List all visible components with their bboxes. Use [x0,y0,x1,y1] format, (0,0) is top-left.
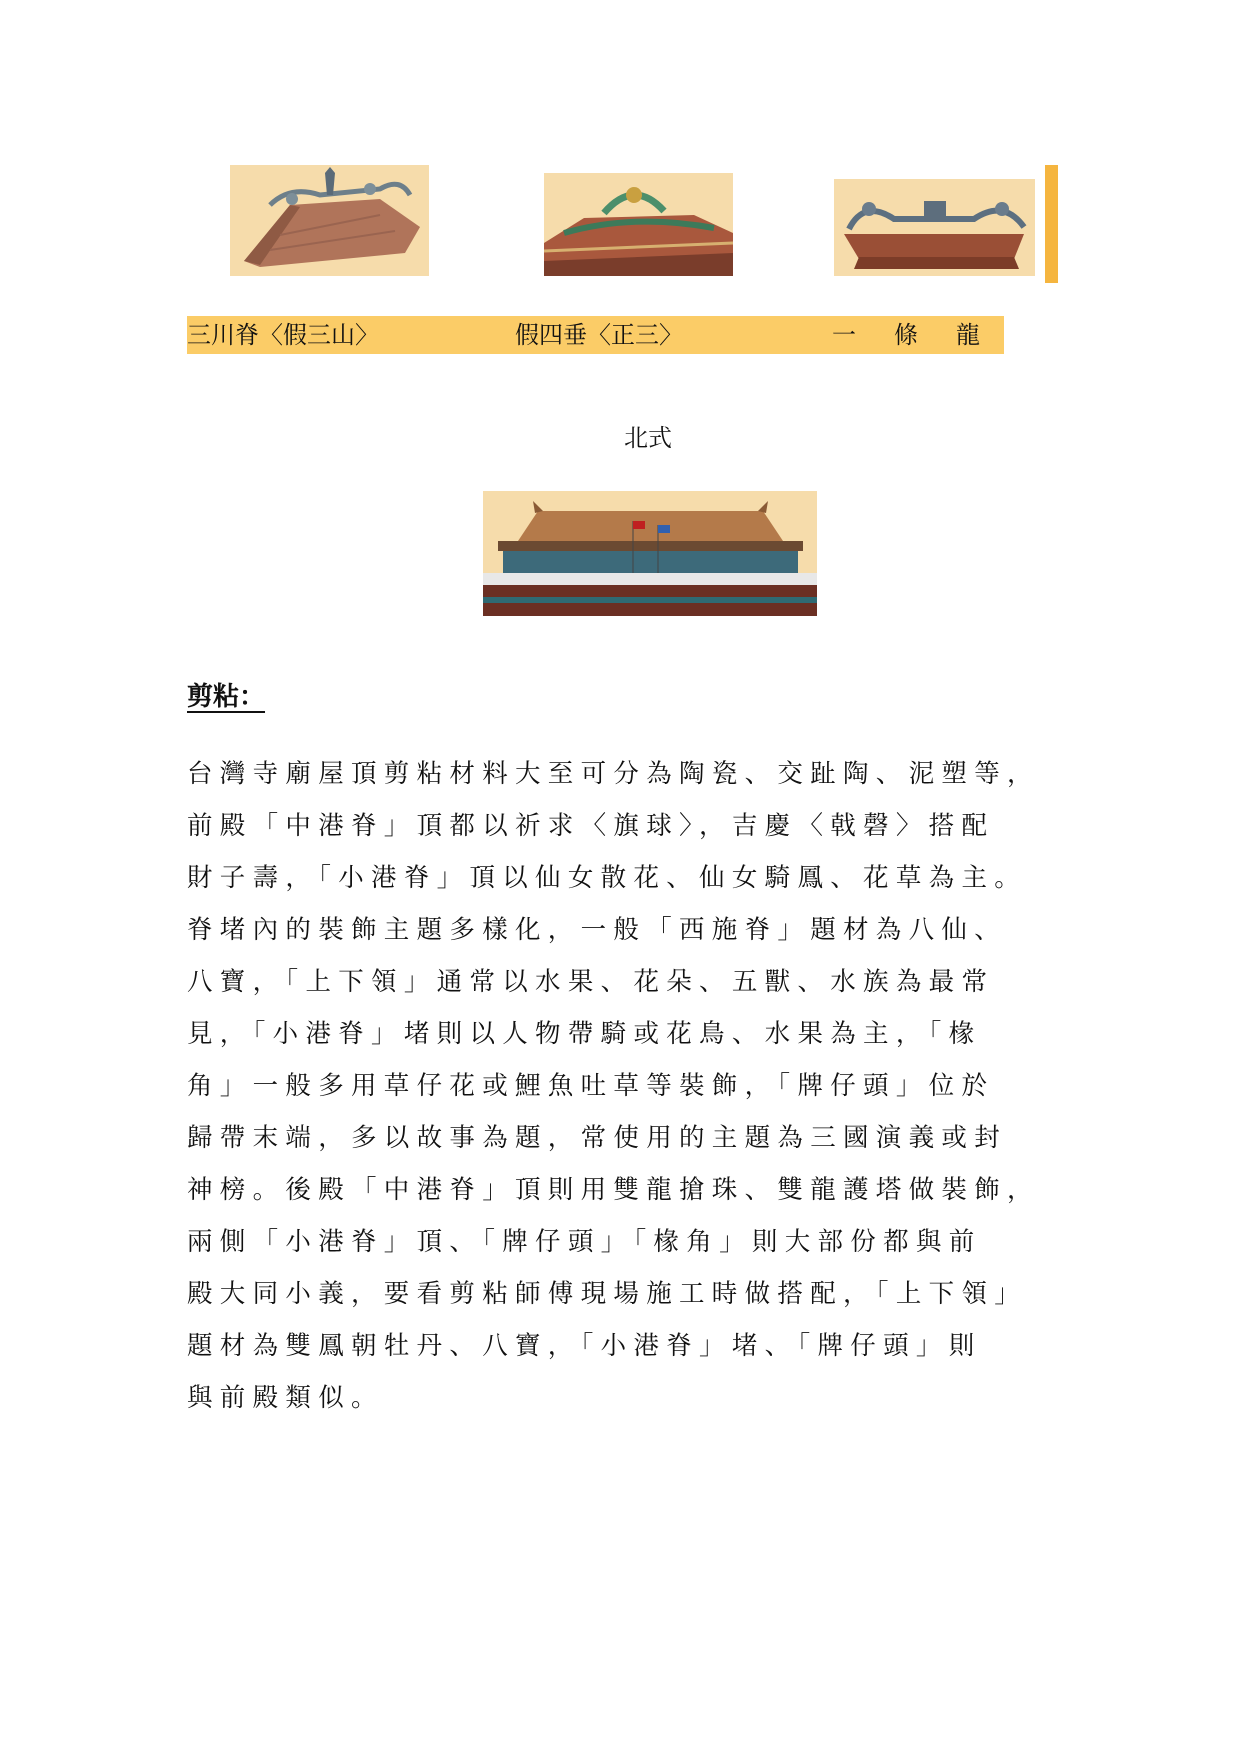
body-line: 脊堵內的裝飾主題多樣化，一般「西施脊」題材為八仙、 [187,915,1008,945]
body-line: 見，「小港脊」堵則以人物帶騎或花鳥、水果為主，「椽 [187,1019,982,1049]
body-line: 殿大同小義，要看剪粘師傅現場施工時做搭配，「上下領」 [187,1279,1028,1309]
body-line: 台灣寺廟屋頂剪粘材料大至可分為陶瓷、交趾陶、泥塑等， [187,759,1040,789]
body-line: 八寶，「上下領」通常以水果、花朵、五獸、水族為最常 [187,967,995,997]
body-line: 前殿「中港脊」頂都以祈求〈旗球〉，吉慶〈戟磬〉搭配 [187,811,995,841]
section-title-jian-nian: 剪粘： [187,682,266,712]
body-line: 角」一般多用草仔花或鯉魚吐草等裝飾，「牌仔頭」位於 [187,1071,995,1101]
body-line: 與前殿類似。 [187,1383,384,1413]
subheading-bei-shi: 北式 [624,424,672,452]
body-paragraph [187,748,1043,1424]
caption-yi-tiao-long: 一條龍 [832,321,1018,349]
body-line: 歸帶末端，多以故事為題，常使用的主題為三國演義或封 [187,1123,1008,1153]
body-line: 神榜。後殿「中港脊」頂則用雙龍搶珠、雙龍護塔做裝飾， [187,1175,1040,1205]
accent-bar [1045,165,1058,283]
photo-northern-style-temple [483,491,817,616]
body-line: 題材為雙鳳朝牡丹、八寶，「小港脊」堵、「牌仔頭」則 [187,1331,982,1361]
caption-san-chuan: 三川脊〈假三山〉 [187,321,379,349]
body-line: 財子壽，「小港脊」頂以仙女散花、仙女騎鳳、花草為主。 [187,863,1028,893]
photo-yi-tiao-long-roof [834,179,1035,276]
photo-jia-si-chui-roof [544,173,733,276]
caption-jia-si-chui: 假四垂〈正三〉 [515,321,683,349]
caption-band [187,316,1018,354]
photo-san-chuan-ridge [230,165,429,276]
body-line: 兩側「小港脊」頂、「牌仔頭」「椽角」則大部份都與前 [187,1227,982,1257]
